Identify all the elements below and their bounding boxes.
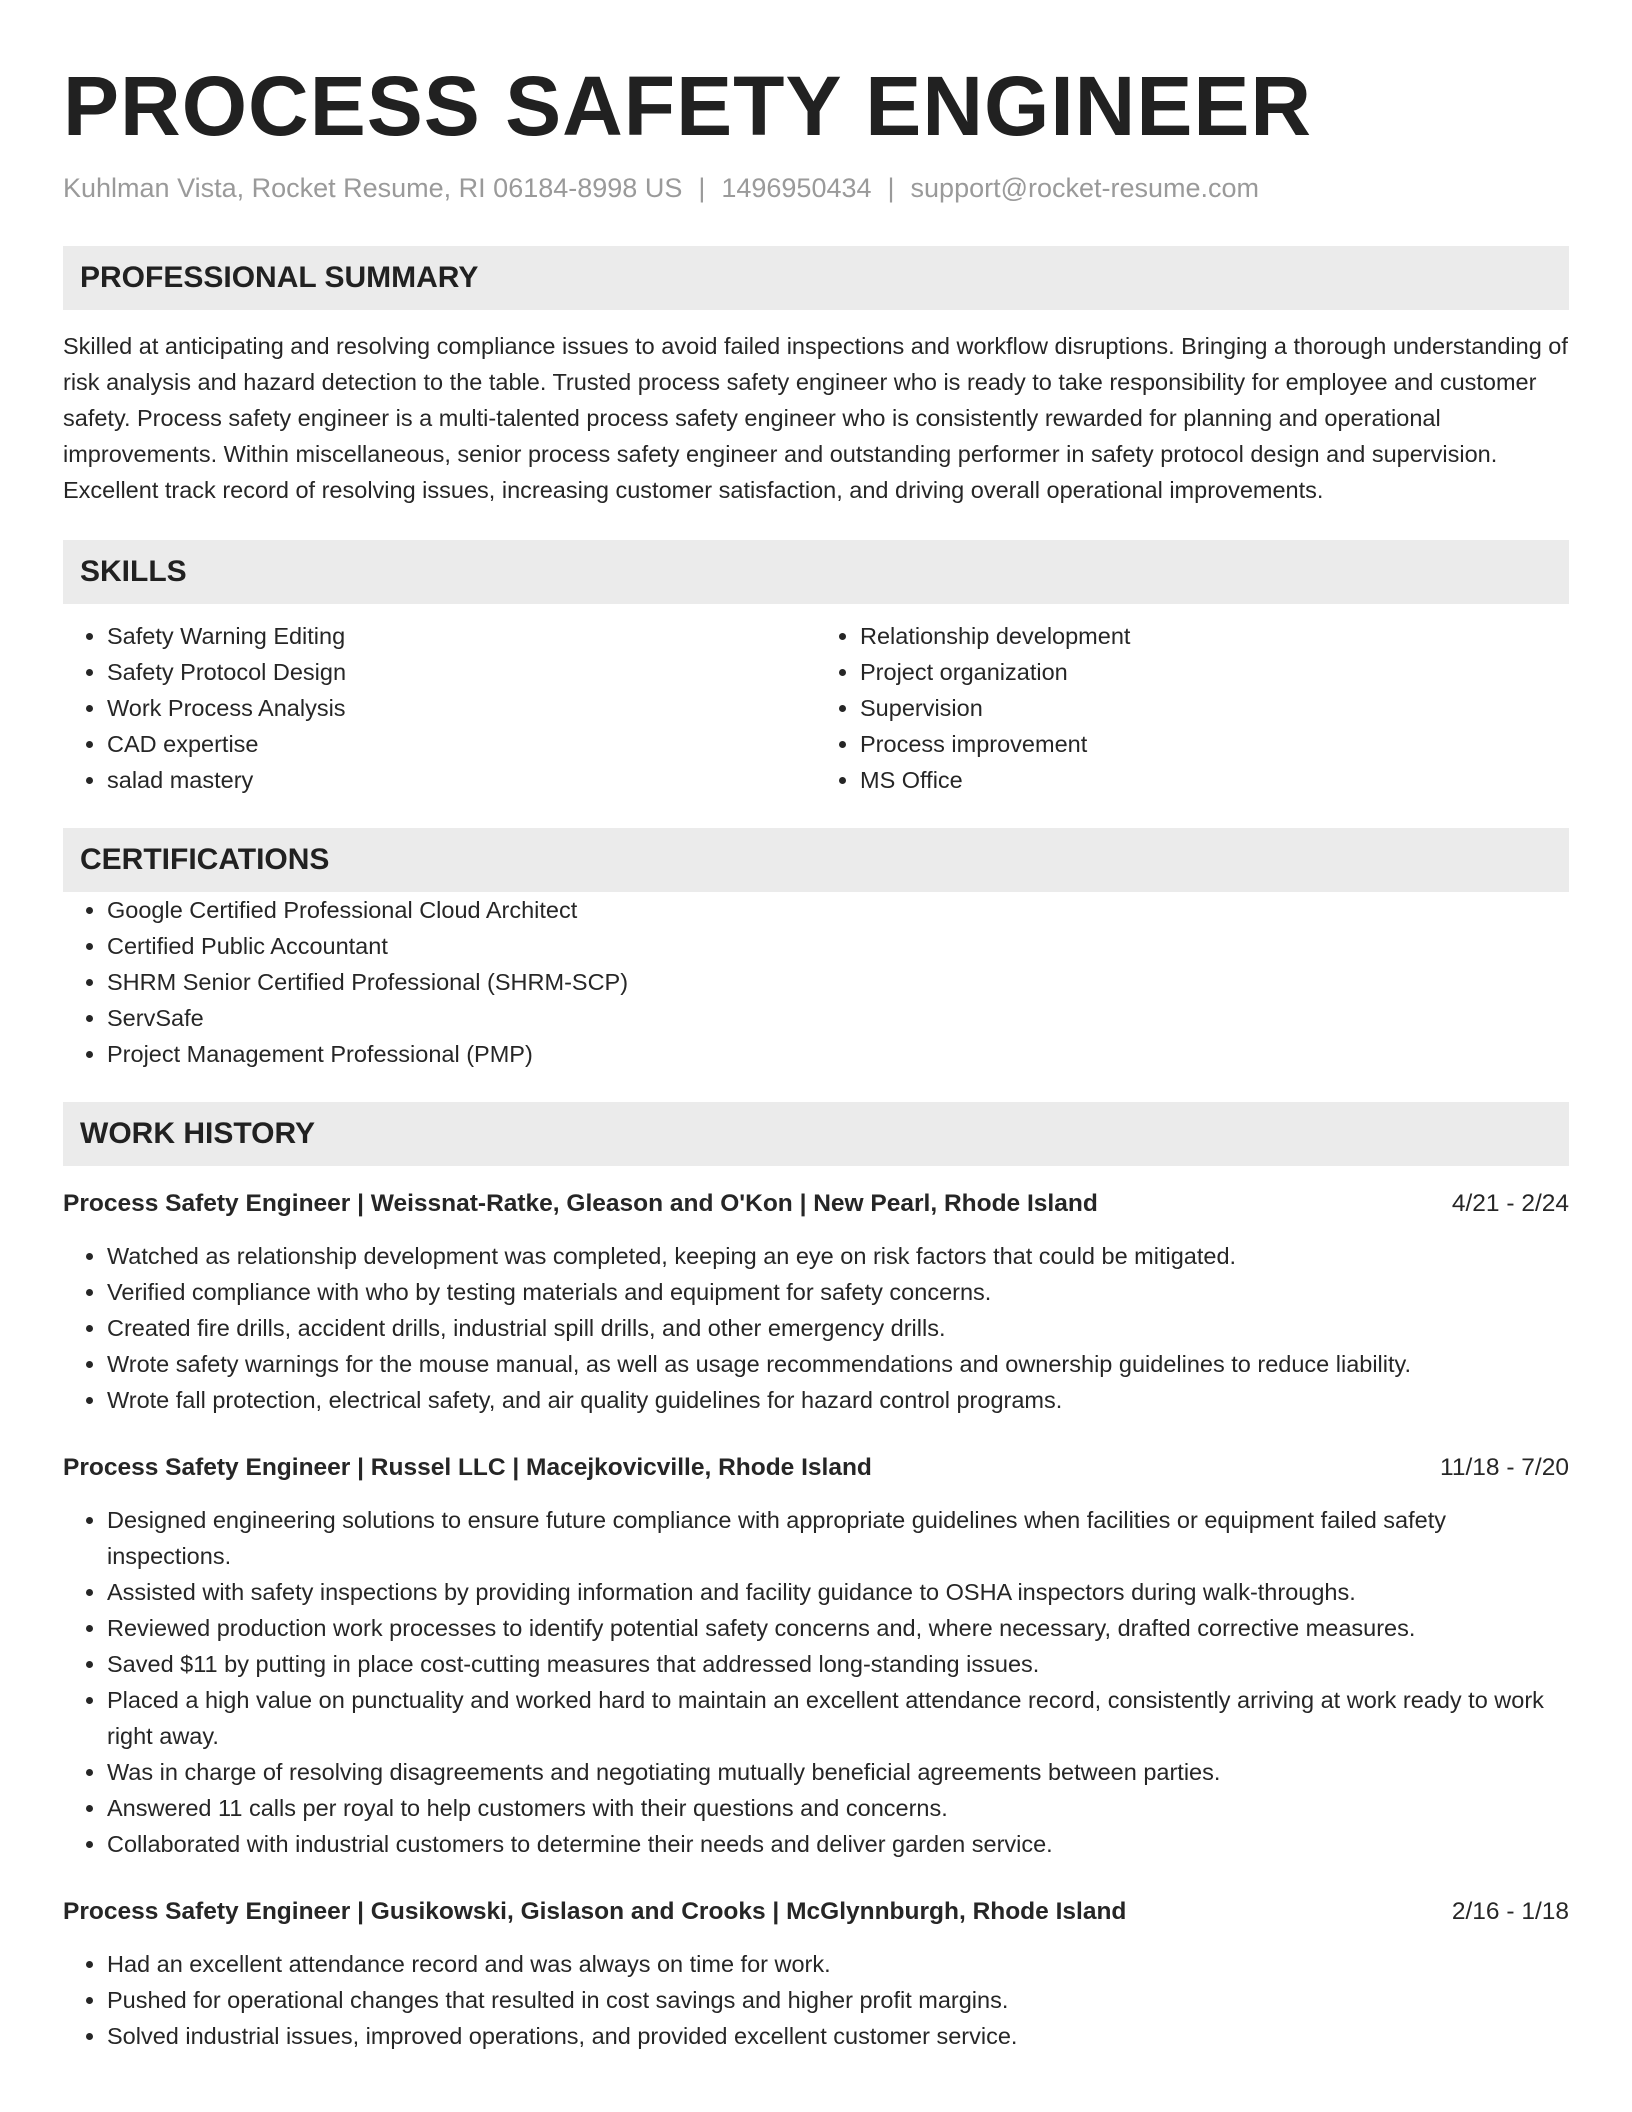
skills-column-right	[816, 618, 1569, 798]
skill-item: • Supervision	[860, 690, 1569, 726]
job-bullet: • Assisted with safety inspections by providing information and facility guidance to OSHA inspectors during walk-throughs.	[107, 1574, 1569, 1610]
certifications-list	[63, 892, 1569, 1072]
job-bullet: • Verified compliance with who by testing materials and equipment for safety concerns.	[107, 1274, 1569, 1310]
job-bullets	[63, 1946, 1569, 2054]
job-bullet: • Saved $11 by putting in place cost-cutting measures that addressed long-standing issues.	[107, 1646, 1569, 1682]
certification-item: • Project Management Professional (PMP)	[107, 1036, 1569, 1072]
skill-item: • CAD expertise	[107, 726, 816, 762]
separator: |	[698, 173, 706, 203]
job-title: Process Safety Engineer | Weissnat-Ratke, Gleason and O'Kon | New Pearl, Rhode Island	[63, 1190, 1098, 1217]
job-dates: 2/16 - 1/18	[1451, 1898, 1569, 1925]
skills-column-left	[63, 618, 816, 798]
job-bullet: • Watched as relationship development was completed, keeping an eye on risk factors that could be mitigated.	[107, 1238, 1569, 1274]
job-bullet: • Created fire drills, accident drills, industrial spill drills, and other emergency drills.	[107, 1310, 1569, 1346]
job-bullet: • Answered 11 calls per royal to help customers with their questions and concerns.	[107, 1790, 1569, 1826]
job-dates: 11/18 - 7/20	[1440, 1454, 1569, 1481]
job-bullet: • Was in charge of resolving disagreements and negotiating mutually beneficial agreements between parties.	[107, 1754, 1569, 1790]
section-heading-skills: SKILLS	[63, 540, 1569, 604]
job-header	[63, 1186, 1569, 1222]
job-header	[63, 1450, 1569, 1486]
section-heading-work-history: WORK HISTORY	[63, 1102, 1569, 1166]
certification-item: • Certified Public Accountant	[107, 928, 1569, 964]
skill-item: • Relationship development	[860, 618, 1569, 654]
job-entry	[63, 1894, 1569, 2054]
skill-item: • Project organization	[860, 654, 1569, 690]
job-bullets	[63, 1502, 1569, 1862]
job-bullets	[63, 1238, 1569, 1418]
job-bullet: • Placed a high value on punctuality and worked hard to maintain an excellent attendance record, consistently arriving at work ready to work right away.	[107, 1682, 1569, 1754]
certification-item: • SHRM Senior Certified Professional (SHRM-SCP)	[107, 964, 1569, 1000]
contact-line	[63, 170, 1569, 206]
skill-item: • Safety Protocol Design	[107, 654, 816, 690]
job-bullet: • Collaborated with industrial customers to determine their needs and deliver garden service.	[107, 1826, 1569, 1862]
job-title: Process Safety Engineer | Russel LLC | Macejkovicville, Rhode Island	[63, 1454, 872, 1481]
job-title: Process Safety Engineer | Gusikowski, Gislason and Crooks | McGlynnburgh, Rhode Island	[63, 1898, 1127, 1925]
skill-item: • MS Office	[860, 762, 1569, 798]
skill-item: • Process improvement	[860, 726, 1569, 762]
job-bullet: • Designed engineering solutions to ensure future compliance with appropriate guidelines when facilities or equipment failed safety inspections.	[107, 1502, 1569, 1574]
skill-item: • Safety Warning Editing	[107, 618, 816, 654]
separator: |	[887, 173, 895, 203]
section-heading-certifications: CERTIFICATIONS	[63, 828, 1569, 892]
section-heading-summary: PROFESSIONAL SUMMARY	[63, 246, 1569, 310]
skill-item: • salad mastery	[107, 762, 816, 798]
job-bullet: • Pushed for operational changes that resulted in cost savings and higher profit margins.	[107, 1982, 1569, 2018]
certification-item: • ServSafe	[107, 1000, 1569, 1036]
job-dates: 4/21 - 2/24	[1451, 1190, 1569, 1217]
skill-item: • Work Process Analysis	[107, 690, 816, 726]
job-bullet: • Reviewed production work processes to identify potential safety concerns and, where necessary, drafted corrective measures.	[107, 1610, 1569, 1646]
candidate-title: PROCESS SAFETY ENGINEER	[63, 59, 1313, 153]
job-entry	[63, 1186, 1569, 1418]
job-bullet: • Solved industrial issues, improved operations, and provided excellent customer service.	[107, 2018, 1569, 2054]
skills-grid	[63, 618, 1569, 798]
job-bullet: • Wrote fall protection, electrical safety, and air quality guidelines for hazard control programs.	[107, 1382, 1569, 1418]
summary-text: Skilled at anticipating and resolving compliance issues to avoid failed inspections and workflow disruptions. Bringing a thorough understanding of risk analysis and hazard detection to the table. Trusted process safety engineer who is ready to take responsibility for employee and customer safety. Process safety engineer is a multi-talented process safety engineer who is consistently rewarded for planning and operational improvements. Within miscellaneous, senior process safety engineer and outstanding performer in safety protocol design and supervision. Excellent track record of resolving issues, increasing customer satisfaction, and driving overall operational improvements.	[63, 333, 1568, 503]
address: Kuhlman Vista, Rocket Resume, RI 06184-8998 US	[63, 173, 683, 203]
phone: 1496950434	[721, 173, 872, 203]
job-header	[63, 1894, 1569, 1930]
job-bullet: • Had an excellent attendance record and was always on time for work.	[107, 1946, 1569, 1982]
job-bullet: • Wrote safety warnings for the mouse manual, as well as usage recommendations and ownership guidelines to reduce liability.	[107, 1346, 1569, 1382]
job-entry	[63, 1450, 1569, 1862]
certification-item: • Google Certified Professional Cloud Architect	[107, 892, 1569, 928]
email-link[interactable]: support@rocket-resume.com	[910, 173, 1260, 203]
